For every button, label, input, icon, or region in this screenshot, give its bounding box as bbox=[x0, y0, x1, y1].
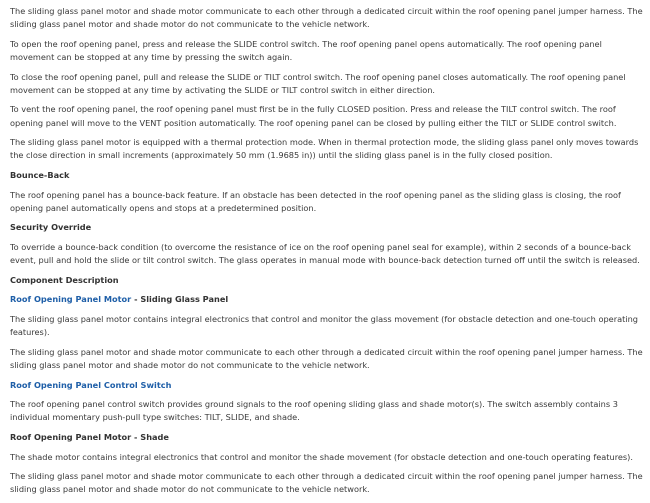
link-roof-opening-panel-motor[interactable]: Roof Opening Panel Motor bbox=[10, 294, 132, 305]
paragraph-bounce-back: The roof opening panel has a bounce-back feature. If an obstacle has been detected in the roof opening panel as the sliding glass is closing, the roof opening panel automatically opens and stops at a predetermined position. bbox=[10, 189, 621, 213]
link-roof-opening-panel-control-switch[interactable]: Roof Opening Panel Control Switch bbox=[10, 379, 172, 390]
paragraph-open-panel: To open the roof opening panel, press and release the SLIDE control switch. The roof opening panel opens automatically. The roof opening panel movement can be stopped at any time by pressing the switch again. bbox=[10, 38, 602, 62]
paragraph-security-override: To override a bounce-back condition (to overcome the resistance of ice on the roof opening panel seal for example), within 2 seconds of a bounce-back event, pull and hold the slide or tilt control switch. The glass operates in manual mode with bounce-back detection turned off until the switch is released. bbox=[10, 241, 640, 266]
paragraph-shade-motor-communication: The sliding glass panel motor and shade motor communicate to each other through a dedicated circuit within the roof opening panel jumper harness. The sliding glass panel motor and shade motor do not communicate to the vehicle network. bbox=[10, 471, 643, 495]
heading-security-override: Security Override bbox=[10, 222, 92, 233]
heading-control-switch bbox=[10, 379, 644, 392]
paragraph-shade-motor-electronics: The shade motor contains integral electronics that control and monitor the shade movement (for obstacle detection and one-touch operating features). bbox=[10, 451, 633, 462]
paragraph-control-switch: The roof opening panel control switch provides ground signals to the roof opening sliding glass and shade motor(s). The switch assembly contains 3 individual momentary push-pull type switches: TILT, SLIDE, and shade. bbox=[10, 399, 618, 423]
paragraph-glass-motor-electronics: The sliding glass panel motor contains integral electronics that control and monitor the glass movement (for obstacle detection and one-touch operating features). bbox=[10, 313, 638, 338]
heading-bounce-back: Bounce-Back bbox=[10, 169, 70, 180]
heading-sliding-glass-suffix: - Sliding Glass Panel bbox=[131, 294, 229, 305]
heading-shade-motor: Roof Opening Panel Motor - Shade bbox=[10, 431, 169, 442]
heading-sliding-glass-motor bbox=[10, 293, 644, 306]
paragraph-communication: The sliding glass panel motor and shade motor communicate to each other through a dedicated circuit within the roof opening panel jumper harness. The sliding glass panel motor and shade motor do not communicate to the vehicle network. bbox=[10, 6, 643, 30]
paragraph-close-panel: To close the roof opening panel, pull and release the SLIDE or TILT control switch. The roof opening panel closes automatically. The roof opening panel movement can be stopped at any time by activating the SLIDE or TILT control switch in either direction. bbox=[10, 71, 626, 95]
paragraph-glass-motor-communication: The sliding glass panel motor and shade motor communicate to each other through a dedicated circuit within the roof opening panel jumper harness. The sliding glass panel motor and shade motor do not communicate to the vehicle network. bbox=[10, 346, 643, 370]
paragraph-vent-panel: To vent the roof opening panel, the roof opening panel must first be in the fully CLOSED position. Press and release the TILT control switch. The roof opening panel will move to the VENT position automatically. The roof opening panel can be closed by pulling either the TILT or SLIDE control switch. bbox=[10, 104, 617, 128]
document-body bbox=[10, 0, 644, 503]
heading-component-description: Component Description bbox=[10, 274, 119, 285]
paragraph-thermal-protection: The sliding glass panel motor is equipped with a thermal protection mode. When in thermal protection mode, the sliding glass panel only moves towards the close direction in small increments (approximately 50 mm (1.9685 in)) until the sliding glass panel is in the fully closed position. bbox=[10, 137, 639, 161]
